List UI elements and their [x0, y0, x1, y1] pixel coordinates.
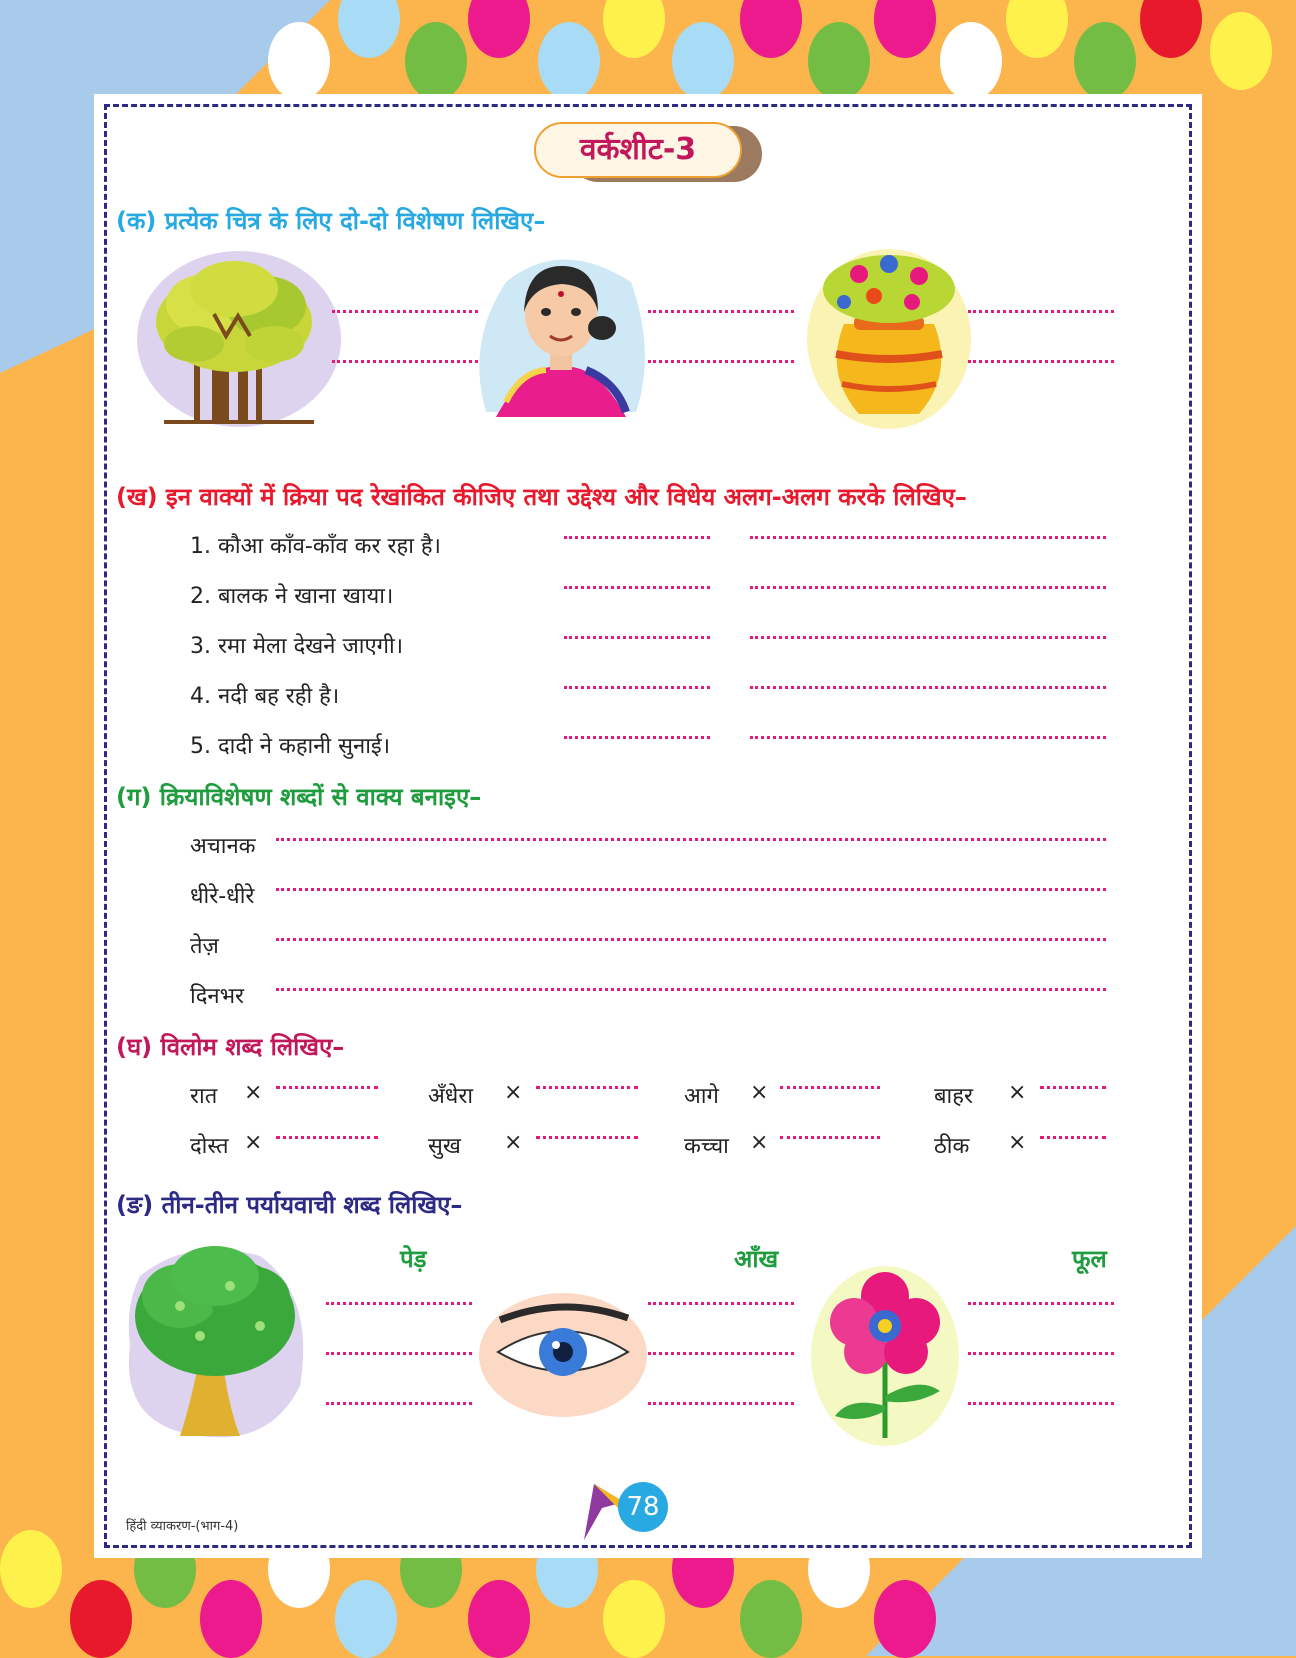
adverb-3: तेज़	[190, 934, 219, 959]
answer-line[interactable]	[968, 1402, 1114, 1405]
answer-line[interactable]	[750, 686, 1106, 689]
heading-section-nga: (ङ) तीन-तीन पर्यायवाची शब्द लिखिए–	[116, 1191, 463, 1219]
eye-icon	[478, 1290, 648, 1420]
answer-line[interactable]	[276, 1086, 378, 1089]
heading-section-ga: (ग) क्रियाविशेषण शब्दों से वाक्य बनाइए–	[116, 783, 482, 811]
flower-vase-icon	[804, 244, 974, 430]
sentence-4: 4. नदी बह रही है।	[190, 684, 340, 709]
cross-symbol: ×	[1008, 1130, 1027, 1155]
page-title: वर्कशीट-3	[534, 122, 742, 178]
answer-line[interactable]	[536, 1136, 638, 1139]
adverb-2: धीरे-धीरे	[190, 884, 255, 909]
answer-line[interactable]	[564, 586, 710, 589]
answer-line[interactable]	[276, 988, 1106, 991]
answer-line[interactable]	[536, 1086, 638, 1089]
answer-line[interactable]	[780, 1086, 880, 1089]
heading-section-ka: (क) प्रत्येक चित्र के लिए दो-दो विशेषण लिखिए–	[116, 207, 546, 235]
sentence-1: 1. कौआ काँव-काँव कर रहा है।	[190, 534, 441, 559]
cross-symbol: ×	[244, 1130, 263, 1155]
worksheet-page	[94, 94, 1202, 1558]
answer-line[interactable]	[564, 736, 710, 739]
antonym-word: अँधेरा	[428, 1084, 474, 1109]
tree-icon	[134, 244, 344, 434]
antonym-word: बाहर	[934, 1084, 973, 1109]
answer-line[interactable]	[968, 1352, 1114, 1355]
flower-icon	[810, 1266, 960, 1448]
heading-section-gha: (घ) विलोम शब्द लिखिए–	[116, 1033, 345, 1061]
antonym-word: कच्चा	[684, 1134, 729, 1159]
heading-section-kha: (ख) इन वाक्यों में क्रिया पद रेखांकित कीजिए तथा उद्देश्य और विधेय अलग-अलग करके लिखिए–	[116, 483, 967, 511]
answer-line[interactable]	[968, 1302, 1114, 1305]
label-phool: फूल	[1072, 1245, 1107, 1273]
sentence-5: 5. दादी ने कहानी सुनाई।	[190, 734, 391, 759]
cross-symbol: ×	[750, 1080, 769, 1105]
sentence-3: 3. रमा मेला देखने जाएगी।	[190, 634, 404, 659]
answer-line[interactable]	[332, 310, 478, 313]
label-aankh: आँख	[734, 1245, 779, 1273]
cross-symbol: ×	[244, 1080, 263, 1105]
answer-line[interactable]	[564, 686, 710, 689]
answer-line[interactable]	[750, 636, 1106, 639]
answer-line[interactable]	[648, 1302, 794, 1305]
tree-icon	[120, 1236, 310, 1448]
antonym-word: दोस्त	[190, 1134, 229, 1159]
answer-line[interactable]	[1040, 1086, 1106, 1089]
title-badge	[534, 122, 774, 182]
answer-line[interactable]	[276, 938, 1106, 941]
answer-line[interactable]	[326, 1302, 472, 1305]
answer-line[interactable]	[326, 1352, 472, 1355]
answer-line[interactable]	[276, 1136, 378, 1139]
answer-line[interactable]	[276, 838, 1106, 841]
label-ped: पेड़	[400, 1245, 427, 1273]
cross-symbol: ×	[504, 1130, 523, 1155]
antonym-word: आगे	[684, 1084, 719, 1109]
answer-line[interactable]	[326, 1402, 472, 1405]
adverb-1: अचानक	[190, 834, 256, 859]
cross-symbol: ×	[504, 1080, 523, 1105]
answer-line[interactable]	[648, 1352, 794, 1355]
answer-line[interactable]	[648, 310, 794, 313]
cross-symbol: ×	[750, 1130, 769, 1155]
answer-line[interactable]	[968, 360, 1114, 363]
woman-icon	[466, 242, 656, 432]
answer-line[interactable]	[332, 360, 478, 363]
sentence-2: 2. बालक ने खाना खाया।	[190, 584, 394, 609]
answer-line[interactable]	[968, 310, 1114, 313]
answer-line[interactable]	[564, 636, 710, 639]
background-blue-stripe	[0, 235, 100, 495]
antonym-word: रात	[190, 1084, 218, 1109]
answer-line[interactable]	[780, 1136, 880, 1139]
answer-line[interactable]	[648, 1402, 794, 1405]
answer-line[interactable]	[750, 736, 1106, 739]
answer-line[interactable]	[750, 536, 1106, 539]
antonym-word: ठीक	[934, 1134, 970, 1159]
cross-symbol: ×	[1008, 1080, 1027, 1105]
answer-line[interactable]	[648, 360, 794, 363]
antonym-word: सुख	[428, 1134, 461, 1159]
answer-line[interactable]	[564, 536, 710, 539]
footer-book-title: हिंदी व्याकरण-(भाग-4)	[126, 1519, 239, 1534]
adverb-4: दिनभर	[190, 984, 245, 1009]
answer-line[interactable]	[1040, 1136, 1106, 1139]
page-number: 78	[618, 1482, 668, 1532]
answer-line[interactable]	[750, 586, 1106, 589]
answer-line[interactable]	[276, 888, 1106, 891]
